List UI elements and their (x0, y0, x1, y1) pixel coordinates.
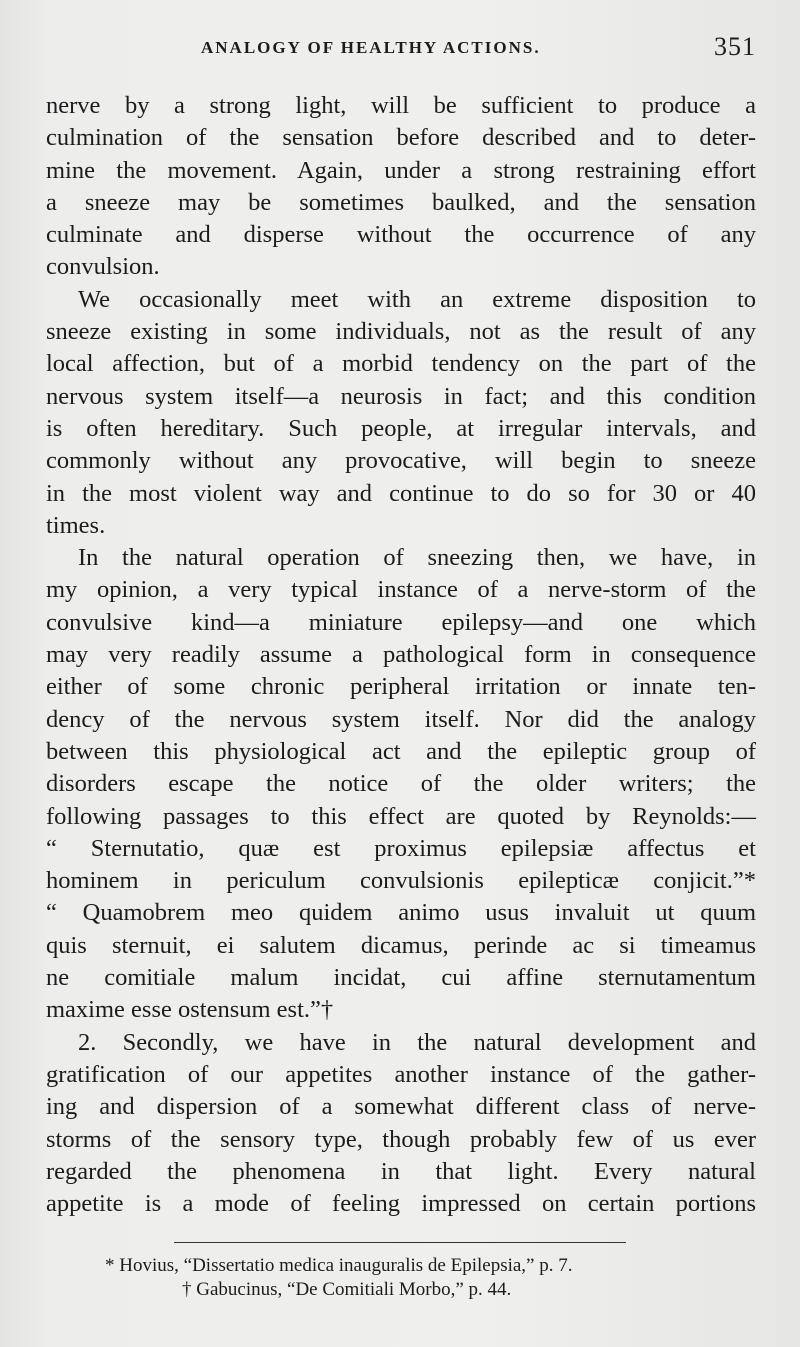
footnotes (105, 1254, 725, 1302)
body-text (46, 90, 756, 1220)
running-head (46, 34, 756, 66)
quote-line: ne comitiale malum incidat, cui affine sternutamentum (46, 964, 756, 992)
text-line: between this physiological act and the epileptic group of (46, 737, 756, 765)
text-line: culminate and disperse without the occurrence of any (46, 221, 756, 249)
text-line: regarded the phenomena in that light. Every natural (46, 1157, 756, 1185)
text-line: convulsion. (46, 253, 160, 281)
text-line: local affection, but of a morbid tendency on the part of the (46, 350, 756, 378)
quote-line: hominem in periculum convulsionis epilepticæ conjicit.”* (46, 867, 756, 895)
text-line: storms of the sensory type, though probably few of us ever (46, 1125, 756, 1153)
text-line: 2. Secondly, we have in the natural development and (78, 1028, 756, 1056)
text-line: In the natural operation of sneezing then, we have, in (78, 544, 756, 572)
quote-line: “ Sternutatio, quæ est proximus epilepsiæ affectus et (46, 834, 756, 862)
text-line: convulsive kind—a miniature epilepsy—and one which (46, 608, 756, 636)
running-title: ANALOGY OF HEALTHY ACTIONS. (201, 38, 541, 57)
text-line: commonly without any provocative, will begin to sneeze (46, 447, 756, 475)
text-line: appetite is a mode of feeling impressed on certain portions (46, 1190, 756, 1218)
text-line: We occasionally meet with an extreme disposition to (78, 285, 756, 313)
footnote: * Hovius, “Dissertatio medica inauguralis de Epilepsia,” p. 7. (105, 1255, 573, 1276)
text-line: mine the movement. Again, under a strong restraining effort (46, 156, 756, 184)
text-line: times. (46, 511, 106, 539)
text-line: is often hereditary. Such people, at irregular intervals, and (46, 414, 756, 442)
text-line: ing and dispersion of a somewhat different class of nerve- (46, 1093, 756, 1121)
text-line: either of some chronic peripheral irritation or innate ten- (46, 673, 756, 701)
quote-line: quis sternuit, ei salutem dicamus, perinde ac si timeamus (46, 931, 756, 959)
footnote: † Gabucinus, “De Comitiali Morbo,” p. 44. (182, 1279, 512, 1300)
text-line: my opinion, a very typical instance of a nerve-storm of the (46, 576, 756, 604)
text-line: gratification of our appetites another instance of the gather- (46, 1060, 756, 1088)
text-line: culmination of the sensation before described and to deter- (46, 124, 756, 152)
text-line: sneeze existing in some individuals, not as the result of any (46, 318, 756, 346)
footnote-divider (174, 1242, 626, 1243)
text-line: nervous system itself—a neurosis in fact; and this condition (46, 382, 756, 410)
page-number: 351 (714, 32, 756, 61)
text-line: in the most violent way and continue to do so for 30 or 40 (46, 479, 756, 507)
text-line: may very readily assume a pathological form in consequence (46, 641, 756, 669)
text-line: dency of the nervous system itself. Nor did the analogy (46, 705, 756, 733)
text-line: disorders escape the notice of the older writers; the (46, 770, 756, 798)
text-line: a sneeze may be sometimes baulked, and the sensation (46, 188, 756, 216)
text-line: following passages to this effect are quoted by Reynolds:— (46, 802, 756, 830)
quote-line: maxime esse ostensum est.”† (46, 996, 334, 1024)
quote-line: “ Quamobrem meo quidem animo usus invaluit ut quum (46, 899, 756, 927)
text-line: nerve by a strong light, will be sufficient to produce a (46, 92, 756, 119)
